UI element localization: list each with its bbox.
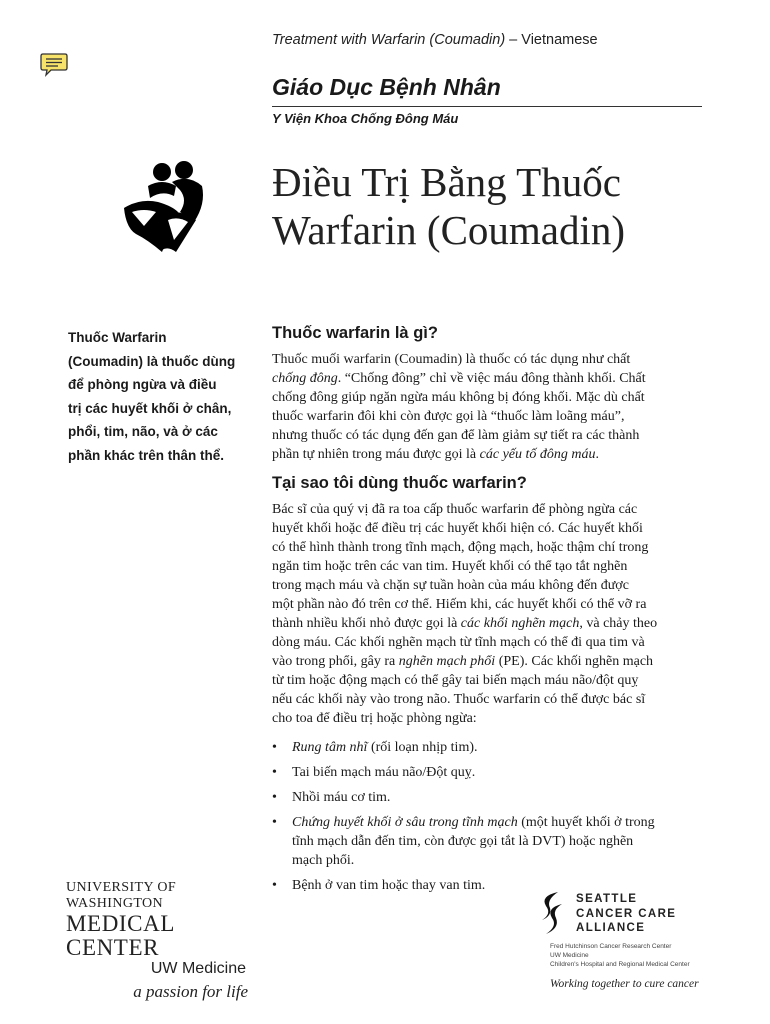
list-item [272, 788, 712, 807]
section-heading-why-warfarin: Tại sao tôi dùng thuốc warfarin? [272, 474, 527, 492]
header-separator: – [505, 32, 522, 48]
section-paragraph-what-is-warfarin [272, 350, 712, 464]
term-clotting-factors: các yếu tố đông máu [479, 447, 596, 462]
paragraph-line [272, 445, 712, 464]
term-emboli: các khối nghẽn mạch [460, 616, 580, 631]
uw-logo-tagline: a passion for life [133, 982, 248, 1001]
scca-name-line: CANCER CARE [576, 907, 677, 920]
list-item-text: mạch phổi. [292, 853, 355, 868]
paragraph-text: phần tự nhiên trong máu được gọi là [272, 447, 480, 462]
main-title-line-2: Warfarin (Coumadin) [272, 207, 626, 253]
bullet-icon: • [272, 878, 277, 893]
scca-tagline: Working together to cure cancer [550, 978, 699, 990]
section-paragraph-why-warfarin [272, 500, 712, 728]
sidebar-line: để phòng ngừa và điều [68, 377, 217, 392]
paragraph-line: chống đông giúp ngăn ngừa máu không bị đóng khối. Mặc dù chất [272, 390, 645, 405]
paragraph-text: vào trong phổi, gây ra [272, 654, 399, 669]
scca-member: Children's Hospital and Regional Medical Center [550, 961, 690, 968]
bullet-icon: • [272, 815, 277, 830]
paragraph-line: thuốc warfarin đôi khi còn được gọi là “thuốc làm loãng máu”, [272, 409, 625, 424]
list-item-text: tĩnh mạch dẫn đến tim, còn được gọi tắt là DVT) hoặc nghẽn [292, 834, 634, 849]
list-item [272, 813, 712, 870]
term-atrial-fibrillation: Rung tâm nhĩ [292, 740, 368, 755]
paragraph-line [272, 614, 712, 633]
sidebar-line: phần khác trên thân thể. [68, 447, 225, 463]
paragraph-line: ngăn tim hoặc trên các van tim. Huyết khối có thể tạo tắt nghẽn [272, 559, 628, 574]
paragraph-line: dòng máu. Các khối nghẽn mạch từ tĩnh mạch có thể đi qua tim và [272, 635, 645, 650]
term-dvt: Chứng huyết khối ở sâu trong tĩnh mạch [292, 815, 518, 830]
scca-name [576, 892, 676, 936]
paragraph-line: trong mạch máu và chặn sự tuần hoàn của máu không đến được [272, 578, 629, 593]
scca-member: Fred Hutchinson Cancer Research Center [550, 943, 672, 950]
uw-logo-uw-medicine: UW Medicine [150, 960, 246, 977]
scca-wave-icon [536, 890, 566, 938]
sidebar-line: Thuốc Warfarin [68, 330, 167, 345]
bullet-icon: • [272, 765, 277, 780]
scca-member: UW Medicine [550, 952, 589, 959]
language-label: Vietnamese [521, 32, 598, 48]
bullet-icon: • [272, 740, 277, 755]
paragraph-line: một phần nào đó trên cơ thể. Hiếm khi, các huyết khối có thể vỡ ra [272, 597, 647, 612]
main-title-line-1: Điều Trị Bằng Thuốc [272, 159, 621, 205]
patient-education-title: Giáo Dục Bệnh Nhân [272, 74, 501, 100]
people-logo-icon [118, 160, 218, 260]
indication-list [272, 738, 712, 901]
section-heading-what-is-warfarin: Thuốc warfarin là gì? [272, 324, 438, 342]
list-item-text: (một huyết khối ở trong [517, 815, 655, 830]
scca-members [550, 942, 690, 969]
clinic-subtitle: Y Viện Khoa Chống Đông Máu [272, 111, 459, 126]
scca-name-line: SEATTLE [576, 893, 638, 905]
list-item-text: Tai biến mạch máu não/Đột quỵ. [292, 765, 476, 780]
list-item-text: (rối loạn nhịp tim). [367, 740, 478, 755]
paragraph-line: nếu các khối này vào trong não. Thuốc warfarin có thể được bác sĩ [272, 692, 646, 707]
paragraph-line: có thể hình thành trong tĩnh mạch, động mạch, hoặc thậm chí trong [272, 540, 649, 555]
term-pulmonary-embolism: nghẽn mạch phổi [398, 654, 496, 669]
series-title: Treatment with Warfarin (Coumadin) [272, 32, 506, 48]
document-header [272, 32, 598, 48]
sidebar-line: phổi, tim, não, và ở các [68, 424, 218, 439]
paragraph-line: Thuốc muối warfarin (Coumadin) là thuốc có tác dụng như chất [272, 352, 631, 367]
paragraph-line: từ tim hoặc động mạch có thể gây tai biến mạch máu não/đột quỵ [272, 673, 639, 688]
sidebar-line: (Coumadin) là thuốc dùng [68, 353, 236, 369]
paragraph-line: nhưng thuốc có tác dụng đến gan để làm giảm sự tiết ra các thành [272, 428, 640, 443]
paragraph-text: (PE). Các khối nghẽn mạch [495, 654, 654, 669]
uw-medical-center-logo [66, 880, 256, 1002]
title-divider [272, 106, 702, 107]
list-item [272, 763, 712, 782]
list-item-text: Nhồi máu cơ tim. [292, 790, 391, 805]
main-title [272, 158, 742, 254]
paragraph-line: Bác sĩ của quý vị đã ra toa cấp thuốc warfarin để phòng ngừa các [272, 502, 638, 517]
paragraph-line: cho toa để điều trị hoặc phòng ngừa: [272, 711, 477, 726]
list-item [272, 738, 712, 757]
paragraph-text: , và chảy theo [579, 616, 658, 631]
paragraph-line [272, 652, 712, 671]
paragraph-text: . “Chống đông” chỉ về việc máu đông thành khối. Chất [337, 371, 646, 386]
list-item-text: Bệnh ở van tim hoặc thay van tim. [292, 878, 486, 893]
paragraph-line: huyết khối hoặc để điều trị các huyết khối hiện có. Các huyết khối [272, 521, 643, 536]
comment-note-icon[interactable] [40, 52, 68, 78]
uw-logo-medical-center: MEDICAL CENTER [66, 911, 175, 960]
sidebar-summary [68, 326, 268, 467]
paragraph-line [272, 369, 712, 388]
uw-logo-university: UNIVERSITY OF WASHINGTON [66, 880, 177, 911]
paragraph-text: . [595, 447, 600, 462]
scca-name-line: ALLIANCE [576, 922, 646, 934]
term-anticoagulant: chống đông [272, 371, 338, 386]
bullet-icon: • [272, 790, 277, 805]
sidebar-line: trị các huyết khối ở chân, [68, 400, 232, 416]
paragraph-text: thành nhiều khối nhỏ được gọi là [272, 616, 461, 631]
